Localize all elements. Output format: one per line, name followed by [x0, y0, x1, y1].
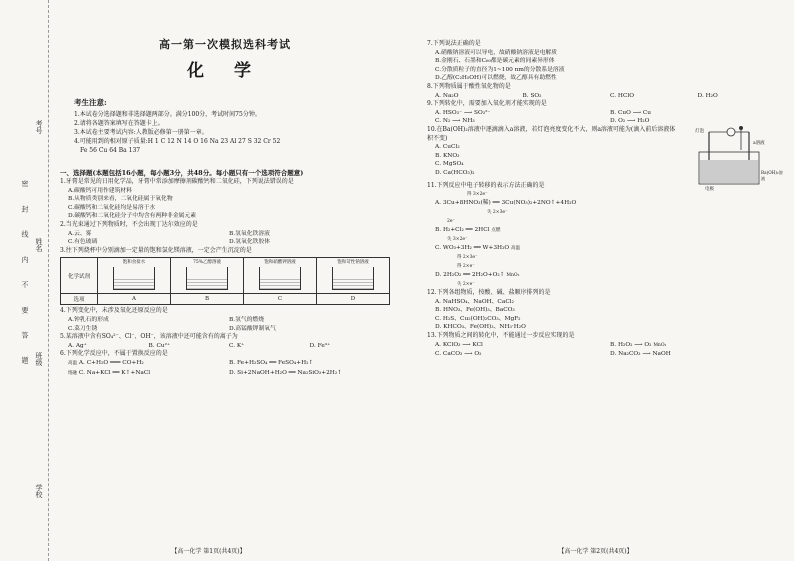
q7-option-b: B.金刚石、石墨和C₆₀都是碳元素的同素异形体	[435, 58, 555, 65]
q3-option: C	[244, 294, 317, 305]
q11-b-top: 2e⁻	[447, 219, 455, 225]
q4-options-row	[68, 325, 390, 334]
notes-heading: 考生注意:	[74, 98, 107, 107]
gutter-kaohao: 考号	[35, 120, 43, 134]
q4-option-b: B.氢气的燃烧	[229, 316, 265, 323]
question-8: 8.下列物质属于酸性氧化物的是	[427, 82, 511, 90]
note-item: 1.本试卷分选择题和非选择题两部分。满分100分，考试时间75分钟。	[74, 111, 261, 118]
q5-option-a: A. Ag⁺	[68, 342, 87, 349]
note-item: 2.请将各题答案填写在答题卡上。	[74, 120, 164, 127]
q2-option-c: C.有色玻璃	[68, 239, 98, 246]
right-page	[397, 0, 794, 561]
q11-d-bottom: 失 2×e⁻	[457, 282, 475, 288]
q10-option-d: D. Ca(HCO₃)₂	[435, 169, 475, 176]
q4-options-row	[68, 316, 390, 325]
left-content	[60, 6, 390, 378]
exam-title: 高一第一次模拟选科考试	[159, 38, 291, 51]
q4-option-c: C.菜刀生锈	[68, 325, 98, 332]
fig-baoh-label: Ba(OH)₂溶液	[761, 169, 783, 181]
q3-cell	[317, 258, 390, 294]
q13-option-a: A. KClO₃ ⟶ KCl	[435, 341, 483, 348]
q2-option-a: A.云、雾	[68, 230, 92, 237]
q11-c-condition: 高温	[511, 246, 521, 252]
binding-gutter	[0, 0, 49, 561]
question-6: 6.下列化学反应中，不属于置换反应的是	[60, 350, 168, 358]
q6-option-d: D. Si+2NaOH+H₂O ══ Na₂SiO₃+2H₂↑	[229, 369, 343, 376]
q2-options-row	[68, 238, 390, 247]
fig-lamp-label: 灯泡	[695, 128, 704, 134]
q13-option-c: C. CaCO₃ ⟶ O₂	[435, 351, 482, 358]
q4-option-a: A.钟乳石的形成	[68, 316, 109, 323]
q9-option-a: A. HSO₃⁻ ⟶ SO₃²⁻	[435, 109, 491, 116]
q3-option: D	[317, 294, 390, 305]
beaker-icon	[332, 267, 374, 290]
gutter-seal-text: 密 封 线 内 不 要 答 题	[21, 180, 29, 372]
question-7: 7.下列说法正确的是	[427, 40, 481, 47]
question-5: 5.某溶液中含有SO₄²⁻、Cl⁻、OH⁻，该溶液中还可能含有的离子为	[60, 333, 238, 341]
q11-a-top: 得 3×2e⁻	[467, 192, 488, 198]
q3-cell	[244, 258, 317, 294]
beaker-icon	[113, 267, 155, 290]
q11-b-condition: 点燃	[491, 228, 501, 234]
q9-options-row	[435, 109, 785, 118]
q12-option-a: A. NaHSO₄、NaOH、CaCl₂	[435, 298, 514, 305]
beaker-icon	[186, 267, 228, 290]
q6-c-condition: 熔融	[68, 370, 77, 376]
q9-options-row	[435, 117, 785, 126]
q11-d-condition: MnO₂	[506, 273, 520, 279]
q2-options-row	[68, 230, 390, 239]
q5-option-c: C. K⁺	[229, 342, 245, 349]
q1-option-c: C.碳酸钙和二氧化硅均是易溶于水	[68, 204, 156, 211]
exam-subject: 化 学	[187, 61, 263, 81]
q3-row-label-option: 选项	[61, 294, 98, 305]
question-10: 10.在Ba(OH)₂溶液中逐滴滴入a溶液，若灯泡亮度变化不大，则a溶液可能为(滴入前后溶液体积不变)	[427, 125, 676, 142]
q13-option-b: B. H₂O₂ ⟶ O₂ MnO₂	[610, 341, 667, 348]
footer-left: 【高一化学 第1页(共4页)】	[171, 548, 246, 555]
q5-option-d: D. Fe³⁺	[309, 342, 331, 349]
q8-option-a: A. Na₂O	[435, 92, 459, 99]
gutter-xingming: 姓名	[35, 238, 43, 252]
note-item: 3.本试卷主要考试内容:人教版必修第一册第一章。	[74, 129, 208, 136]
q3-option: A	[98, 294, 171, 305]
q8-option-d: D. H₂O	[697, 92, 718, 99]
q11-c-bottom: 得 2×3e⁻	[457, 255, 478, 261]
q13-option-d: D. Na₂CO₃ ⟶ NaOH	[610, 351, 671, 358]
footer-right: 【高一化学 第2页(共4页)】	[558, 548, 633, 555]
q11-option-a: A. 3Cu+8HNO₃(稀) ══ 3Cu(NO₃)₂+2NO↑+4H₂O	[435, 200, 577, 207]
q11-option-d: D. 2H₂O₂ ══ 2H₂O+O₂↑ MnO₂	[435, 272, 520, 279]
q12-option-d: D. KHCO₃、Fe(OH)₃、NH₃·H₂O	[435, 324, 526, 331]
question-13: 13.下列物质之间的转化中，不能通过一步反应实现的是	[427, 332, 575, 340]
q2-option-b: B.氢氧化铁溶液	[229, 230, 270, 237]
q10-option-a: A. CuCl₂	[435, 144, 460, 151]
q11-a-bottom: 失 2×3e⁻	[487, 210, 508, 216]
q1-option-b: B.从物质类别来看，二氧化硅属于氧化物	[68, 196, 173, 203]
q7-option-a: A.硝酸钠溶液可以导电，故硝酸钠溶液是电解质	[435, 49, 557, 56]
q13-options-row	[435, 350, 785, 359]
q6-option-c: 熔融 C. Na+KCl ══ K↑+NaCl	[68, 369, 151, 376]
fig-solution-label: a溶液	[753, 140, 765, 146]
q6-a-condition: 高温	[68, 360, 77, 366]
note-item: 4.可能用到的相对原子质量:H 1 C 12 N 14 O 16 Na 23 Al 27 S 32 Cr 52	[74, 138, 281, 145]
q3-reagent: 饱和苛性钠溶液	[337, 260, 369, 266]
q13-b-condition: MnO₂	[653, 342, 667, 348]
gutter-xuexiao: 学校	[35, 484, 43, 498]
q7-option-d: D.乙醇(C₂H₅OH)可以燃烧，故乙醇具有助燃性	[435, 75, 557, 82]
q6-option-b: B. Fe+H₂SO₄ ══ FeSO₄+H₂↑	[229, 359, 314, 366]
q9-option-d: D. O₂ ⟶ H₂O	[610, 118, 650, 125]
q6-options-row	[68, 359, 390, 369]
question-4: 4.下列变化中，未涉及氧化还原反应的是	[60, 307, 168, 315]
q4-option-d: D.高锰酸钾制氧气	[229, 325, 276, 332]
q3-reagent: 75%乙醇溶液	[192, 260, 221, 266]
question-9: 9.下列转化中，需要加入氧化剂才能实现的是	[427, 100, 547, 108]
q12-option-c: C. H₂S、Cu₂(OH)₂CO₃、MgF₂	[435, 315, 521, 322]
question-12: 12.下列各组物质，按酸、碱、盐顺序排列的是	[427, 289, 551, 297]
q3-row-label-reagent: 化学试剂	[61, 258, 98, 294]
section-1-heading: 一、选择题(本题包括16小题，每小题3分，共48分。每小题只有一个选项符合题意)	[60, 169, 304, 177]
q8-option-b: B. SO₂	[522, 92, 542, 99]
q3-option: B	[171, 294, 244, 305]
q8-options-row	[435, 92, 785, 101]
q11-d-top: 得 2×e⁻	[457, 264, 475, 270]
q7-option-c: C.分散质粒子的直径为1~100 nm的分散系是溶液	[435, 66, 565, 73]
q11-option-c: C. WO₃+3H₂ ══ W+3H₂O 高温	[435, 245, 521, 252]
q9-option-c: C. N₂ ⟶ NH₃	[435, 118, 475, 125]
q5-option-b: B. Cu²⁺	[148, 342, 170, 349]
q8-option-c: C. HClO	[610, 92, 635, 99]
q3-cell	[98, 258, 171, 294]
question-11: 11.下列反应中电子转移的表示方法正确的是	[427, 181, 545, 189]
q9-option-b: B. CuO ⟶ Cu	[610, 109, 652, 116]
q10-option-b: B. KNO₃	[435, 152, 460, 159]
q3-cell	[171, 258, 244, 294]
q6-options-row	[68, 369, 390, 379]
q11-option-b: B. H₂+Cl₂ ══ 2HCl 点燃	[435, 227, 501, 234]
q6-option-a: 高温 A. C+H₂O ═══ CO+H₂	[68, 359, 144, 366]
q3-table	[60, 257, 390, 305]
gutter-banji: 班级	[35, 352, 43, 366]
note-item: Fe 56 Cu 64 Ba 137	[80, 147, 141, 154]
fig-electrode-label: 电极	[705, 186, 714, 192]
q10-option-c: C. MgSO₄	[435, 161, 464, 168]
q2-option-d: D.氢氧化铁胶体	[229, 239, 271, 246]
q1-option-a: A.碳酸钙可用作建筑材料	[68, 187, 132, 194]
q1-option-d: D.碳酸钙和二氧化硅分子中均含有两种非金属元素	[68, 213, 197, 220]
question-1: 1.牙膏是常见的日用化学品，牙膏中常添加摩擦剂碳酸钙和二氧化硅，下列说法错误的是	[60, 178, 294, 185]
q11-c-top: 失 3×2e⁻	[447, 237, 468, 243]
q3-reagent: 饱和食盐水	[122, 260, 146, 266]
q12-option-b: B. HNO₃、Fe(OH)₃、BaCO₃	[435, 307, 515, 314]
q3-reagent: 饱和硝酸钾溶液	[264, 260, 296, 266]
question-2: 2.当光束通过下列物质时，不会出现丁达尔效应的是	[60, 220, 198, 228]
q13-options-row	[435, 341, 785, 351]
right-content	[427, 40, 785, 359]
beaker-icon	[259, 267, 301, 290]
conductivity-apparatus-figure	[689, 126, 779, 192]
question-3: 3.往下列烧杯中分别滴加一定量的饱和氯化镁溶液，一定会产生沉淀的是	[60, 246, 252, 254]
